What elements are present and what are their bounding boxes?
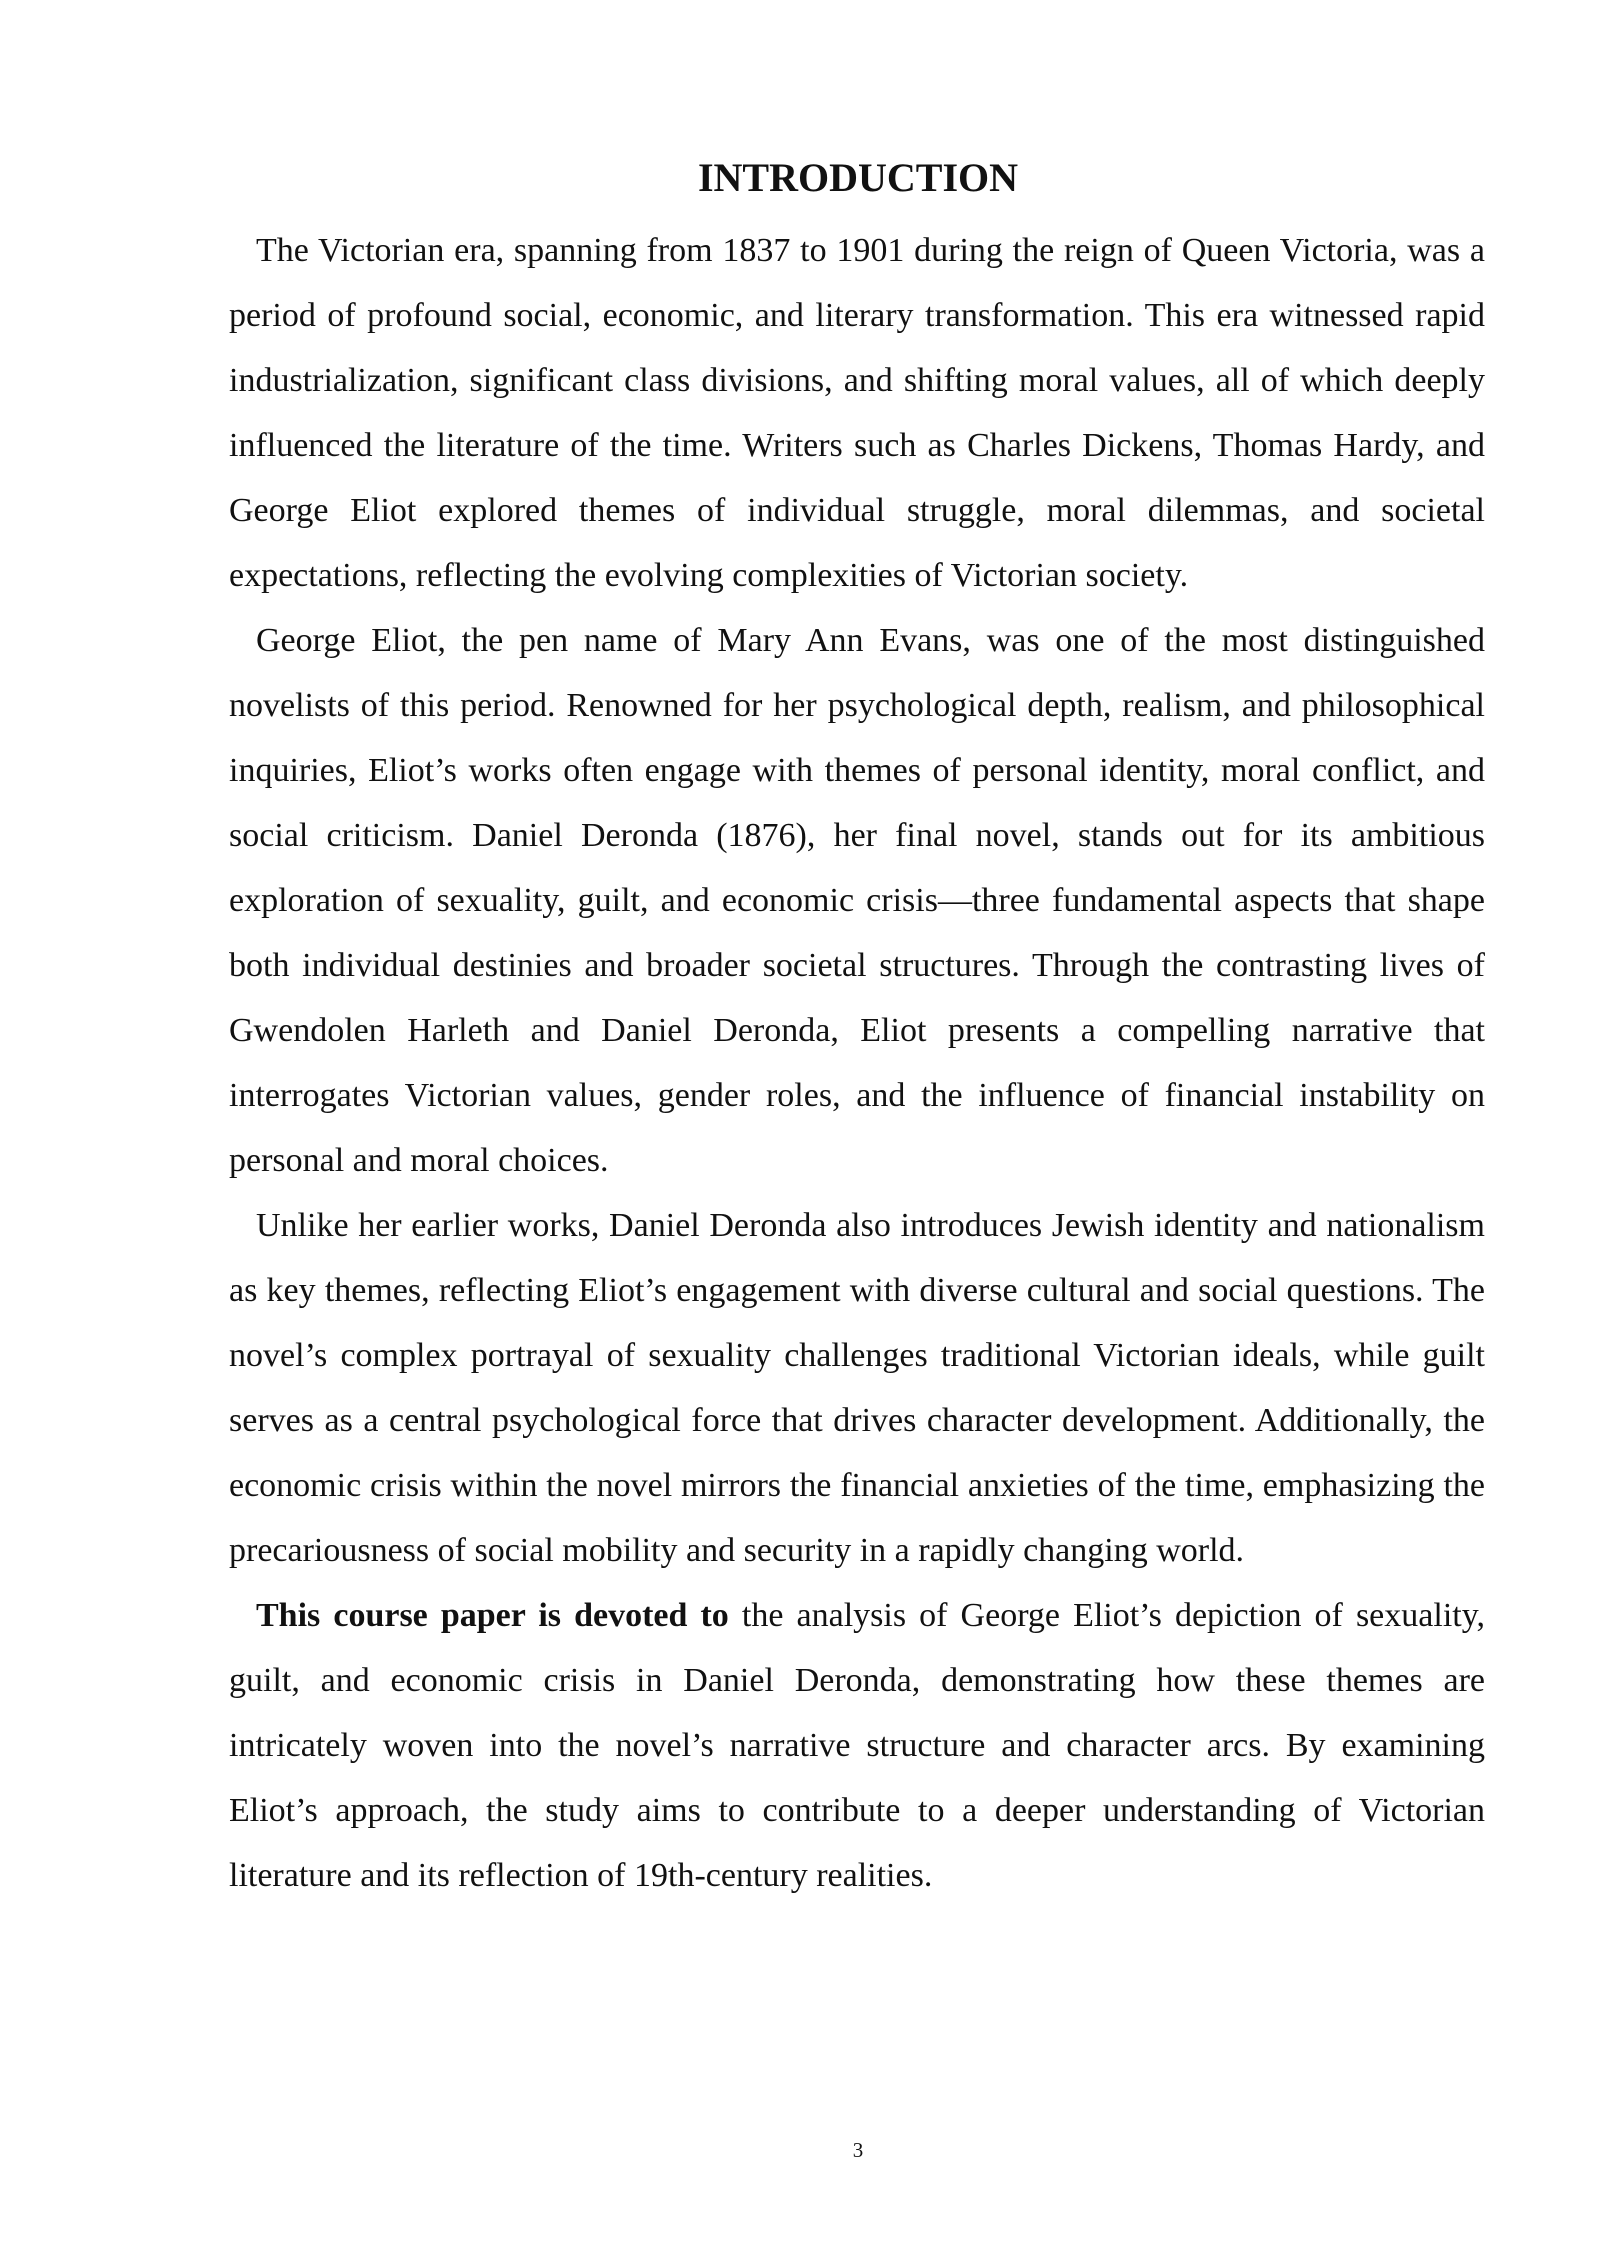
body-text <box>229 218 1485 1908</box>
paragraph-text: Unlike her earlier works, Daniel Deronda also introduces Jewish identity and nationalism as key themes, reflecting Eliot’s engagement with diverse cultural and social questions. The novel’s complex portrayal of sexuality challenges traditional Victorian ideals, while guilt serves as a central psychological force that drives character development. Additionally, the economic crisis within the novel mirrors the financial anxieties of the time, emphasizing the precariousness of social mobility and security in a rapidly changing world. <box>229 1207 1485 1569</box>
paragraph-text: George Eliot, the pen name of Mary Ann Evans, was one of the most distinguished novelists of this period. Renowned for her psychological depth, realism, and philosophical inquiries, Eliot’s works often engage with themes of personal identity, moral conflict, and social criticism. Daniel Deronda (1876), her final novel, stands out for its ambitious exploration of sexuality, guilt, and economic crisis—three fundamental aspects that shape both individual destinies and broader societal structures. Through the contrasting lives of Gwendolen Harleth and Daniel Deronda, Eliot presents a compelling narrative that interrogates Victorian values, gender roles, and the influence of financial instability on personal and moral choices. <box>229 622 1485 1179</box>
section-heading: INTRODUCTION <box>697 155 1019 200</box>
page-number: 3 <box>852 2138 864 2162</box>
paragraph-era-overview <box>229 218 1485 608</box>
paragraph-lead-bold: This course paper is devoted to <box>256 1597 729 1634</box>
paragraph-george-eliot <box>229 608 1485 1193</box>
paragraph-themes <box>229 1193 1485 1583</box>
paragraph-course-aim <box>229 1583 1485 1908</box>
paragraph-text: The Victorian era, spanning from 1837 to 1901 during the reign of Queen Victoria, was a period of profound social, economic, and literary transformation. This era witnessed rapid industrialization, significant class divisions, and shifting moral values, all of which deeply influenced the literature of the time. Writers such as Charles Dickens, Thomas Hardy, and George Eliot explored themes of individual struggle, moral dilemmas, and societal expectations, reflecting the evolving complexities of Victorian society. <box>229 232 1485 594</box>
paragraph-text: the analysis of George Eliot’s depiction of sexuality, guilt, and economic crisis in Daniel Deronda, demonstrating how these themes are intricately woven into the novel’s narrative structure and character arcs. By examining Eliot’s approach, the study aims to contribute to a deeper understanding of Victorian literature and its reflection of 19th-century realities. <box>229 1597 1485 1894</box>
